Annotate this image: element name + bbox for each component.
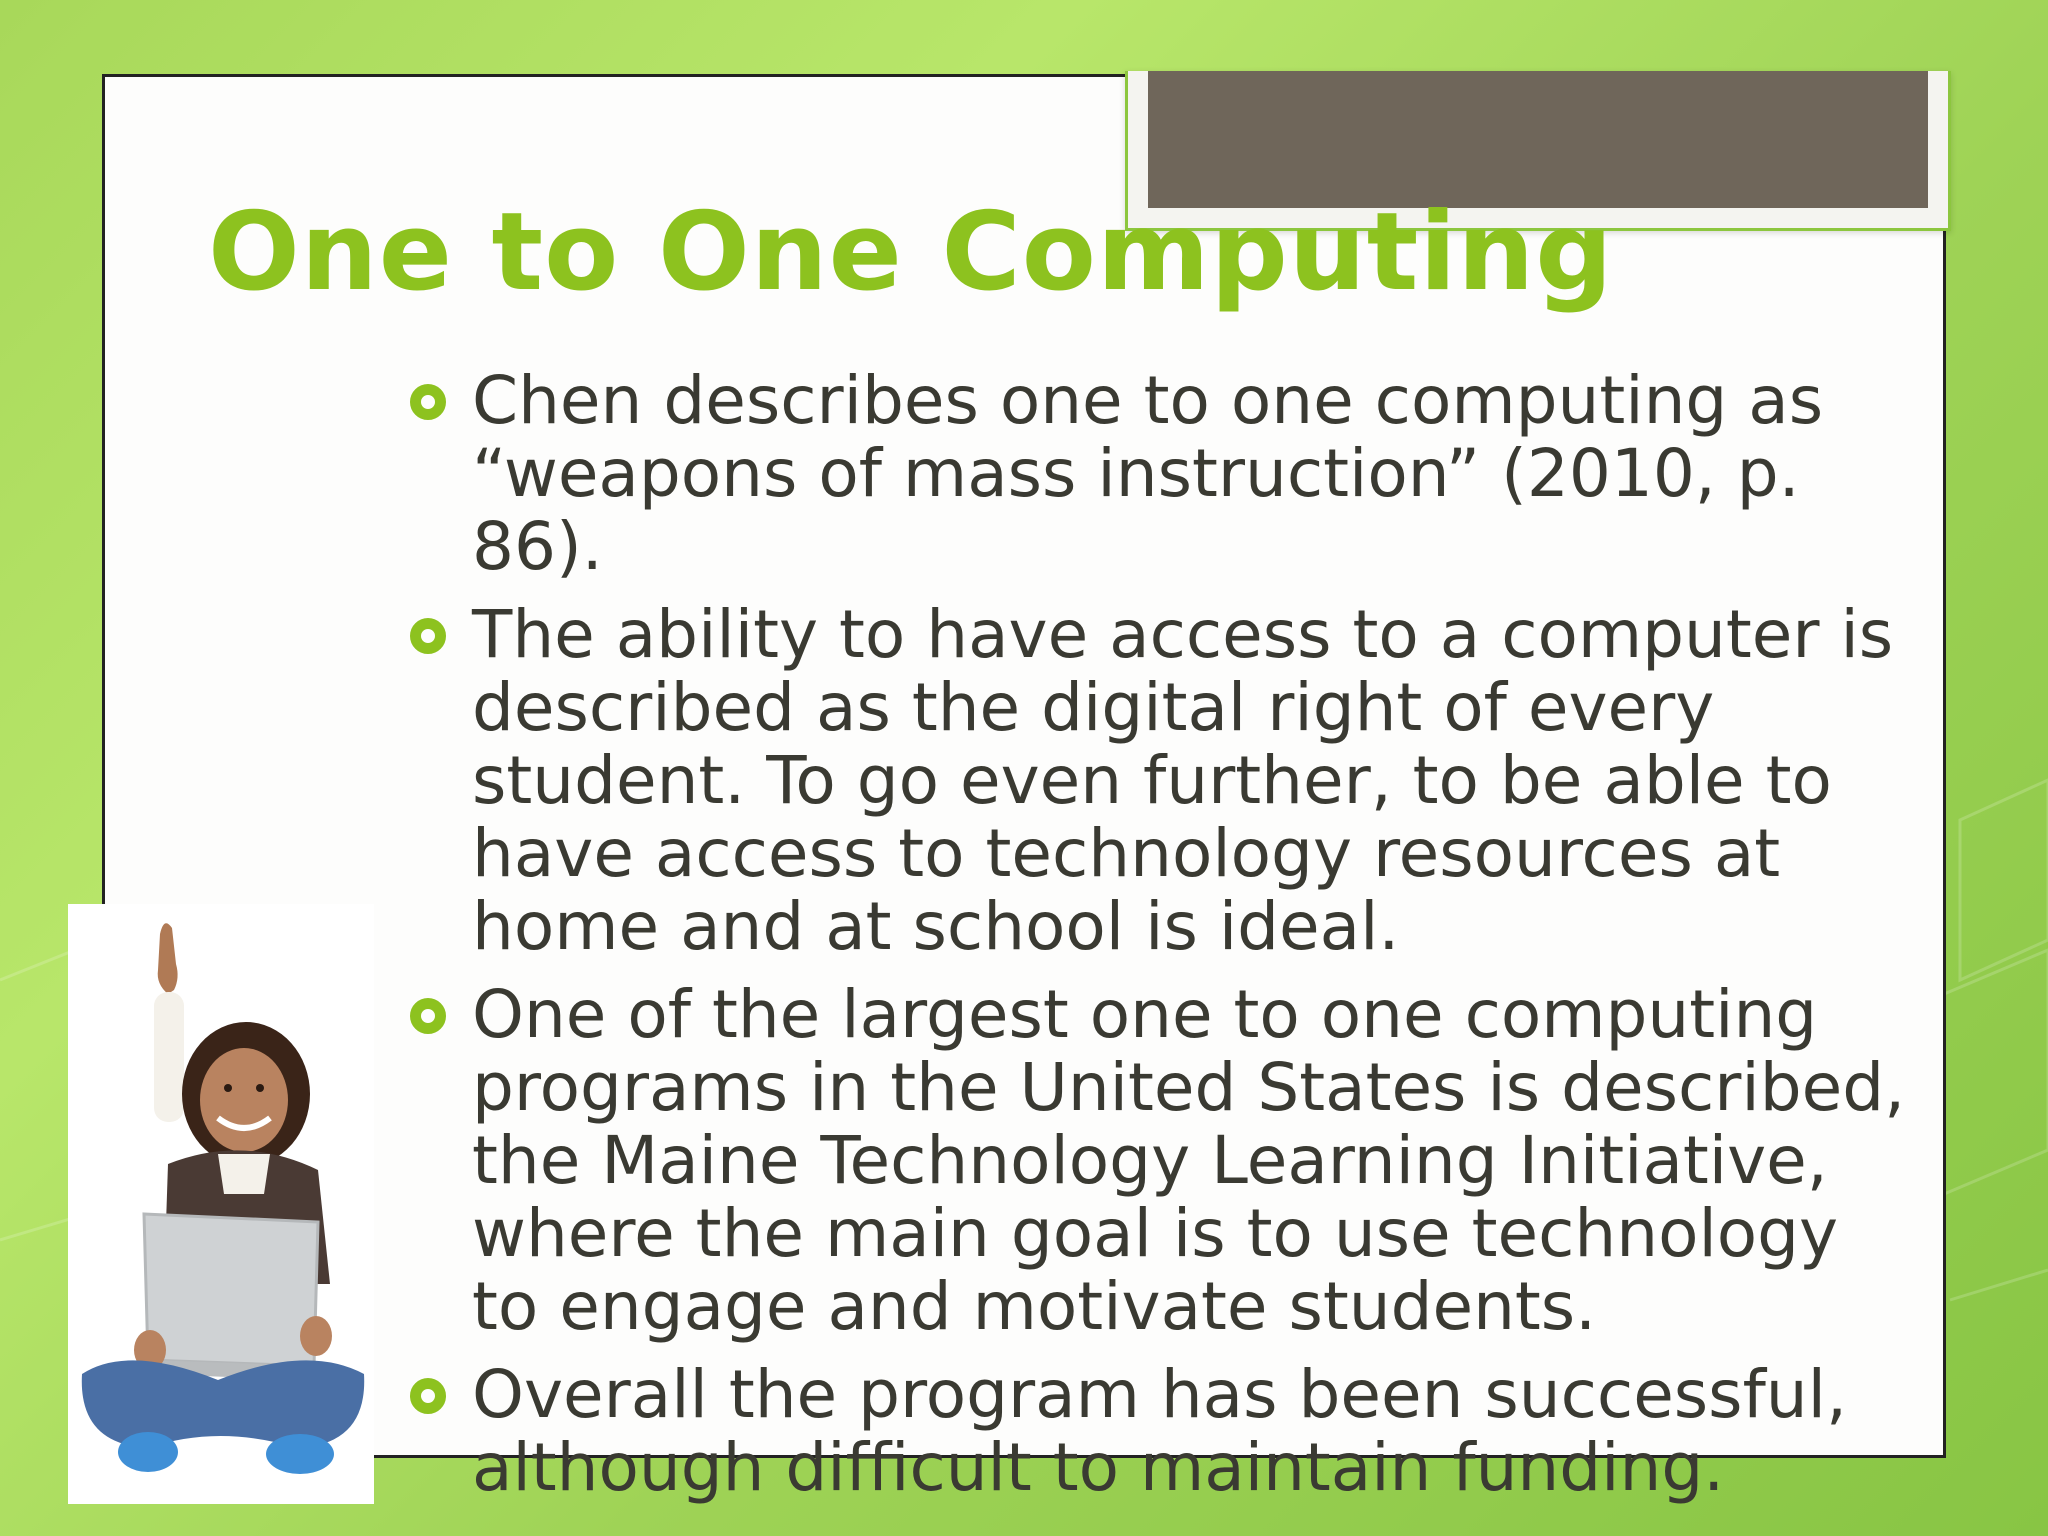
ring-bullet-icon bbox=[410, 998, 446, 1034]
bullet-item bbox=[410, 1358, 1910, 1504]
ring-bullet-icon bbox=[410, 618, 446, 654]
bullet-item bbox=[410, 978, 1910, 1343]
ring-bullet-icon bbox=[410, 1378, 446, 1414]
bullet-text: The ability to have access to a computer is described as the digital right of every student. To go even further, to be able to have access to technology resources at home and at school is ideal. bbox=[472, 596, 1894, 965]
student-illustration bbox=[68, 904, 374, 1504]
bullet-text: Overall the program has been successful, although difficult to maintain funding. bbox=[472, 1356, 1847, 1506]
bullet-text: Chen describes one to one computing as “weapons of mass instruction” (2010, p. 86). bbox=[472, 362, 1824, 585]
student-with-laptop-photo bbox=[68, 904, 374, 1504]
bullet-item bbox=[410, 364, 1910, 583]
ring-bullet-icon bbox=[410, 384, 446, 420]
bullet-item bbox=[410, 598, 1910, 963]
slide-title: One to One Computing bbox=[208, 190, 1614, 315]
bullet-text: One of the largest one to one computing programs in the United States is described, the Maine Technology Learning Initiative, where the main goal is to use technology to engage and motivate students. bbox=[472, 976, 1906, 1345]
bullet-list bbox=[410, 364, 1910, 1519]
